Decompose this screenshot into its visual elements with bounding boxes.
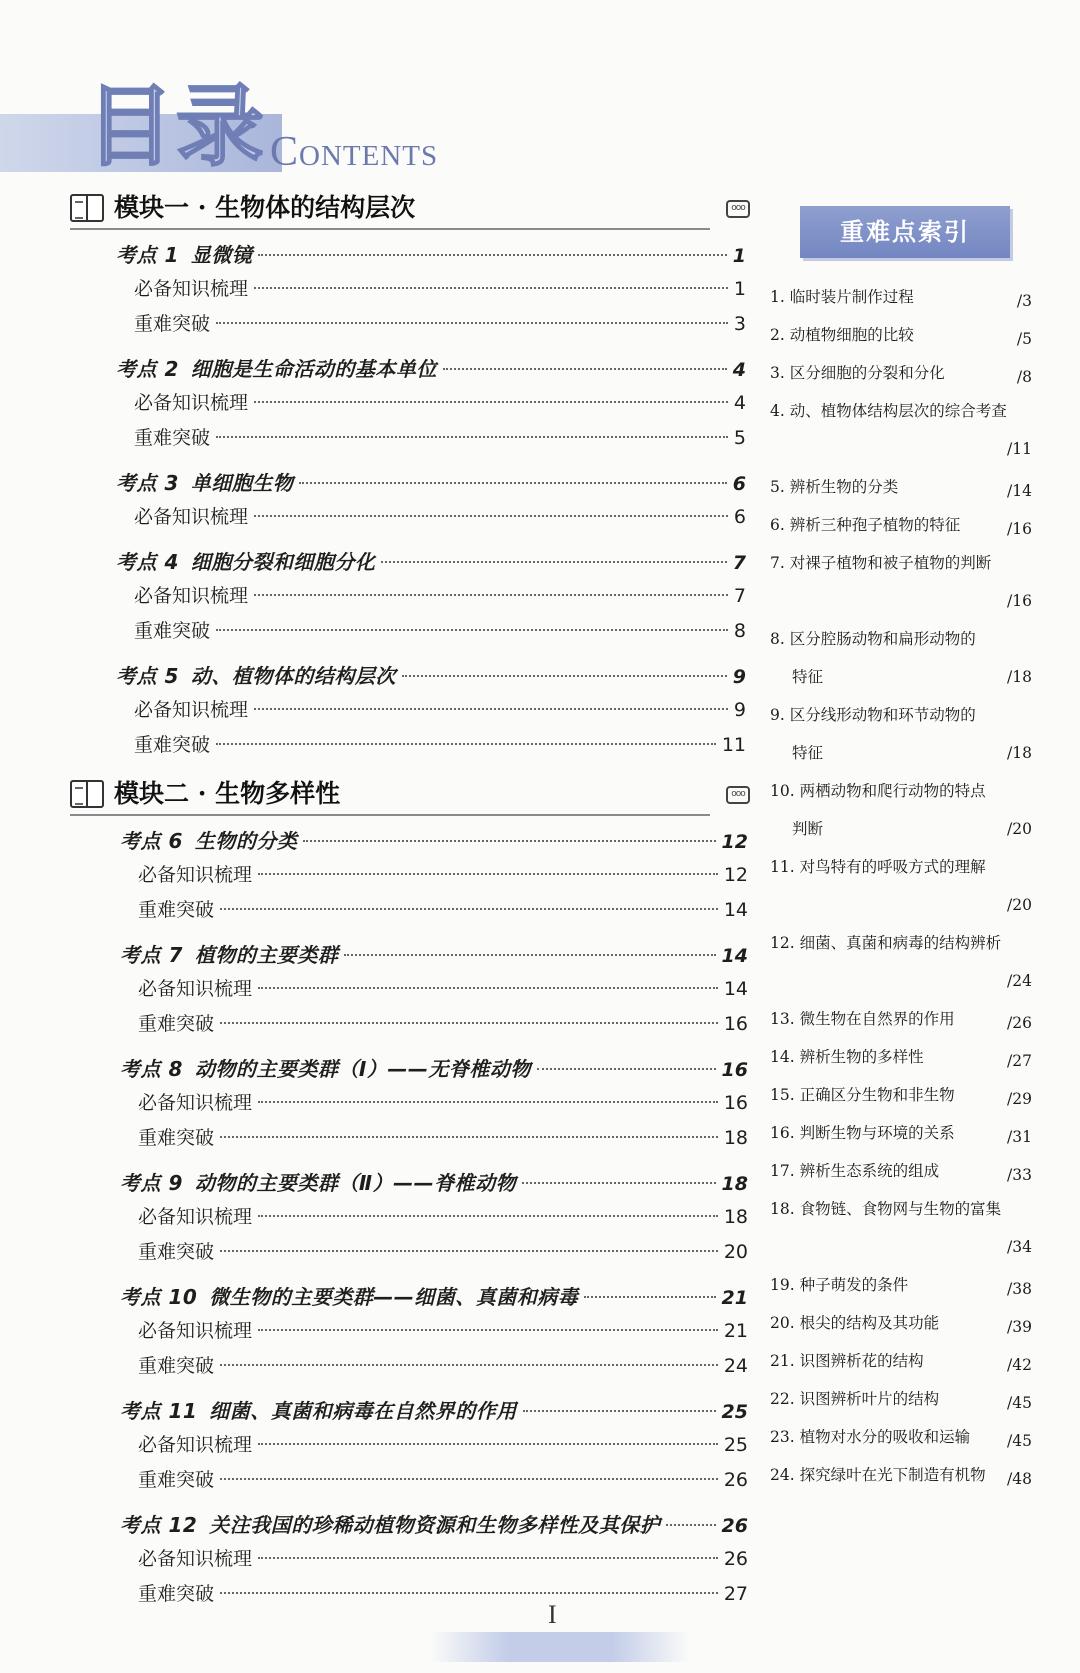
toc-page-number: 9	[733, 699, 746, 721]
toc-subsection-row[interactable]	[138, 895, 748, 925]
toc-page-number: 26	[721, 1515, 748, 1537]
toc-entry-title: 微生物的主要类群——细菌、真菌和病毒	[209, 1285, 579, 1309]
toc-entry-title: 重难突破	[138, 1355, 215, 1377]
index-item-text: 16. 判断生物与环境的关系	[770, 1124, 955, 1142]
leader-dots	[258, 873, 718, 875]
leader-dots	[303, 840, 715, 842]
leader-dots	[254, 287, 728, 289]
toc-section-row[interactable]	[116, 661, 746, 691]
toc-subsection-row[interactable]	[138, 1579, 748, 1609]
leader-dots	[220, 1478, 718, 1480]
book-icon	[70, 194, 104, 222]
index-item[interactable]	[770, 696, 1032, 772]
leader-dots	[216, 322, 728, 324]
toc-subsection-row[interactable]	[138, 1544, 748, 1574]
index-item[interactable]	[770, 392, 1032, 468]
index-item-text: 8. 区分腔肠动物和扁形动物的	[770, 630, 976, 648]
toc-section-row[interactable]	[120, 1282, 748, 1312]
line-spacer	[770, 886, 1032, 924]
section-point-label: 考点 12	[120, 1513, 198, 1537]
line-spacer	[770, 962, 1032, 1000]
toc-subsection-row[interactable]	[138, 1316, 748, 1346]
index-item-page: /24	[1007, 972, 1032, 990]
index-item-page: /42	[1007, 1356, 1032, 1374]
toc-entry-title: 重难突破	[138, 1013, 215, 1035]
divider	[70, 228, 710, 230]
toc-entry-title: 必备知识梳理	[134, 699, 249, 721]
leader-dots	[666, 1524, 715, 1526]
toc-entry-title: 显微镜	[190, 243, 253, 267]
toc-entry-title: 细胞是生命活动的基本单位	[190, 357, 437, 381]
index-item-text: 11. 对鸟特有的呼吸方式的理解	[770, 858, 986, 876]
index-item[interactable]	[770, 1000, 1032, 1038]
toc-page-number: 26	[723, 1548, 748, 1570]
index-item[interactable]	[770, 772, 1032, 848]
toc-subsection-row[interactable]	[134, 423, 746, 453]
index-item-page: /16	[1007, 520, 1032, 538]
toc-page-number: 9	[732, 666, 746, 688]
index-item-text: 2. 动植物细胞的比较	[770, 326, 914, 344]
section-point-label: 考点 3	[116, 471, 179, 495]
toc-page-number: 11	[721, 734, 746, 756]
toc-subsection-row[interactable]	[138, 1465, 748, 1495]
toc-page-number: 14	[721, 945, 748, 967]
index-item[interactable]	[770, 468, 1032, 506]
leader-dots	[254, 708, 728, 710]
toc-entry-title: 细菌、真菌和病毒在自然界的作用	[209, 1399, 517, 1423]
leader-dots	[220, 1364, 718, 1366]
index-item[interactable]	[770, 354, 1032, 392]
leader-dots	[258, 1215, 718, 1217]
toc-entry-title: 动、植物体的结构层次	[190, 664, 396, 688]
index-item-text: 特征	[792, 668, 824, 686]
toc-subsection-row[interactable]	[134, 388, 746, 418]
toc-subsection-row[interactable]	[138, 1202, 748, 1232]
toc-section-row[interactable]	[116, 468, 746, 498]
leader-dots	[258, 1329, 718, 1331]
index-item[interactable]	[770, 1380, 1032, 1418]
toc-page-number: 14	[723, 978, 748, 1000]
leader-dots	[299, 482, 726, 484]
leader-dots	[216, 743, 716, 745]
index-item-page: /33	[1007, 1166, 1032, 1184]
index-item[interactable]	[770, 1038, 1032, 1076]
index-item[interactable]	[770, 1076, 1032, 1114]
toc-entry-title: 必备知识梳理	[138, 1206, 253, 1228]
toc-entry-title: 重难突破	[138, 1469, 215, 1491]
leader-dots	[220, 1136, 718, 1138]
index-item-text: 13. 微生物在自然界的作用	[770, 1010, 955, 1028]
leader-dots	[523, 1410, 716, 1412]
toc-subsection-row[interactable]	[138, 860, 748, 890]
toc-page-number: 1	[733, 278, 746, 300]
index-item-page: /26	[1007, 1014, 1032, 1032]
toc-section-row[interactable]	[120, 1510, 748, 1540]
toc-section-row[interactable]	[120, 1168, 748, 1198]
leader-dots	[443, 368, 727, 370]
toc-subsection-row[interactable]	[134, 502, 746, 532]
toc-page-number: 21	[721, 1287, 748, 1309]
index-item[interactable]	[770, 1114, 1032, 1152]
leader-dots	[537, 1068, 716, 1070]
toc-page-number: 4	[733, 392, 746, 414]
index-item[interactable]	[770, 924, 1032, 1000]
index-item-page: /31	[1007, 1128, 1032, 1146]
toc-page-number: 18	[723, 1127, 748, 1149]
leader-dots	[258, 1101, 718, 1103]
module-header-1	[70, 188, 750, 232]
index-item-page: /39	[1007, 1318, 1032, 1336]
toc-entry-title: 必备知识梳理	[138, 1092, 253, 1114]
toc-page-number: 4	[732, 359, 746, 381]
leader-dots	[522, 1182, 715, 1184]
toc-subsection-row[interactable]	[134, 581, 746, 611]
leader-dots	[254, 401, 728, 403]
toc-subsection-row[interactable]	[138, 1351, 748, 1381]
section-point-label: 考点 10	[120, 1285, 198, 1309]
index-item-text: 22. 识图辨析叶片的结构	[770, 1390, 940, 1408]
index-item-page: /48	[1007, 1470, 1032, 1488]
index-item[interactable]	[770, 1456, 1032, 1494]
toc-page-number: 16	[723, 1013, 748, 1035]
toc-section-row[interactable]	[120, 1054, 748, 1084]
index-heading: 重难点索引	[800, 206, 1010, 258]
section-point-label: 考点 11	[120, 1399, 198, 1423]
toc-entry-title: 重难突破	[134, 313, 211, 335]
toc-page-number: 20	[723, 1241, 748, 1263]
toc-page-number: 5	[733, 427, 746, 449]
toc-entry-title: 单细胞生物	[190, 471, 294, 495]
toc-section-row[interactable]	[116, 354, 746, 384]
module-title: 模块二 · 生物多样性	[114, 779, 341, 808]
index-item-page: /27	[1007, 1052, 1032, 1070]
page-title: 目录	[86, 74, 267, 178]
index-item[interactable]	[770, 620, 1032, 696]
toc-subsection-row[interactable]	[138, 1123, 748, 1153]
index-item[interactable]	[770, 1152, 1032, 1190]
index-item-page: /5	[1016, 330, 1032, 348]
section-point-label: 考点 4	[116, 550, 179, 574]
index-item-text: 12. 细菌、真菌和病毒的结构辨析	[770, 934, 1002, 952]
toc-page-number: 12	[723, 864, 748, 886]
toc-entry-title: 细胞分裂和细胞分化	[190, 550, 376, 574]
toc-entry-title: 必备知识梳理	[134, 278, 249, 300]
line-spacer	[770, 582, 1032, 620]
book-icon	[70, 780, 104, 808]
leader-dots	[258, 1557, 718, 1559]
index-item-text: 9. 区分线形动物和环节动物的	[770, 706, 976, 724]
index-item-text: 19. 种子萌发的条件	[770, 1276, 909, 1294]
section-point-label: 考点 5	[116, 664, 179, 688]
index-item-text: 6. 辨析三种孢子植物的特征	[770, 516, 961, 534]
toc-page-number: 25	[721, 1401, 748, 1423]
index-item-page: /20	[1007, 896, 1032, 914]
section-point-label: 考点 8	[120, 1057, 183, 1081]
toc-entry-title: 动物的主要类群（Ⅱ）——脊椎动物	[194, 1171, 517, 1195]
leader-dots	[258, 987, 718, 989]
index-item-text: 7. 对裸子植物和被子植物的判断	[770, 554, 992, 572]
toc-entry-title: 必备知识梳理	[134, 585, 249, 607]
toc-entry-title: 必备知识梳理	[138, 1320, 253, 1342]
toc-subsection-row[interactable]	[138, 1088, 748, 1118]
toc-page-number: 12	[721, 831, 748, 853]
index-item[interactable]	[770, 544, 1032, 620]
index-item-text: 14. 辨析生物的多样性	[770, 1048, 924, 1066]
toc-entry-title: 关注我国的珍稀动植物资源和生物多样性及其保护	[209, 1513, 661, 1537]
footer-decoration	[430, 1632, 690, 1662]
chat-bubble-icon: ooo	[726, 200, 750, 218]
toc-entry-title: 重难突破	[138, 1583, 215, 1605]
toc-page-number: 26	[723, 1469, 748, 1491]
index-item[interactable]	[770, 848, 1032, 924]
index-item[interactable]	[770, 1190, 1032, 1266]
toc-section-row[interactable]	[116, 547, 746, 577]
index-item-text: 21. 识图辨析花的结构	[770, 1352, 924, 1370]
toc-page-number: 6	[733, 506, 746, 528]
leader-dots	[220, 1592, 718, 1594]
index-item[interactable]	[770, 278, 1032, 316]
index-item-page: /18	[1007, 744, 1032, 762]
index-item-text: 18. 食物链、食物网与生物的富集	[770, 1200, 1002, 1218]
index-item-page: /38	[1007, 1280, 1032, 1298]
toc-entry-title: 重难突破	[134, 427, 211, 449]
toc-page-number: 25	[723, 1434, 748, 1456]
index-item[interactable]	[770, 1418, 1032, 1456]
leader-dots	[220, 1250, 718, 1252]
toc-page-number: 27	[723, 1583, 748, 1605]
section-point-label: 考点 9	[120, 1171, 183, 1195]
leader-dots	[254, 515, 728, 517]
toc-page-number: 6	[732, 473, 746, 495]
section-point-label: 考点 1	[116, 243, 179, 267]
toc-entry-title: 植物的主要类群	[194, 943, 339, 967]
toc-page-number: 7	[732, 552, 746, 574]
leader-dots	[220, 908, 718, 910]
index-item-text: 20. 根尖的结构及其功能	[770, 1314, 940, 1332]
index-item-page: /18	[1007, 668, 1032, 686]
toc-section-row[interactable]	[116, 240, 746, 270]
index-item[interactable]	[770, 1304, 1032, 1342]
toc-subsection-row[interactable]	[134, 616, 746, 646]
index-item[interactable]	[770, 1342, 1032, 1380]
toc-entry-title: 必备知识梳理	[134, 506, 249, 528]
section-point-label: 考点 2	[116, 357, 179, 381]
toc-entry-title: 必备知识梳理	[138, 978, 253, 1000]
toc-page-number: 14	[723, 899, 748, 921]
leader-dots	[220, 1022, 718, 1024]
index-item-text: 15. 正确区分生物和非生物	[770, 1086, 955, 1104]
index-item[interactable]	[770, 316, 1032, 354]
line-spacer	[770, 1228, 1032, 1266]
toc-entry-title: 重难突破	[134, 734, 211, 756]
toc-entry-title: 重难突破	[138, 1127, 215, 1149]
index-item-page: /11	[1007, 440, 1032, 458]
index-item-text: 判断	[792, 820, 824, 838]
leader-dots	[258, 1443, 718, 1445]
toc-entry-title: 必备知识梳理	[134, 392, 249, 414]
toc-entry-title: 重难突破	[134, 620, 211, 642]
leader-dots	[381, 561, 726, 563]
toc-subsection-row[interactable]	[138, 974, 748, 1004]
toc-entry-title: 重难突破	[138, 899, 215, 921]
page-subtitle: Contents	[270, 129, 439, 175]
module-title: 模块一 · 生物体的结构层次	[114, 193, 416, 222]
leader-dots	[216, 436, 728, 438]
section-point-label: 考点 7	[120, 943, 183, 967]
page-number: I	[548, 1600, 557, 1629]
module-header-2	[70, 774, 750, 818]
toc-page-number: 7	[733, 585, 746, 607]
line-spacer	[770, 430, 1032, 468]
toc-entry-title: 必备知识梳理	[138, 1434, 253, 1456]
index-item-text: 23. 植物对水分的吸收和运输	[770, 1428, 971, 1446]
toc-entry-title: 动物的主要类群（Ⅰ）——无脊椎动物	[194, 1057, 531, 1081]
toc-section-row[interactable]	[120, 826, 748, 856]
index-item-page: /45	[1007, 1394, 1032, 1412]
toc-section-row[interactable]	[120, 1396, 748, 1426]
index-item-text: 特征	[792, 744, 824, 762]
index-item-text: 1. 临时装片制作过程	[770, 288, 914, 306]
toc-entry-title: 必备知识梳理	[138, 1548, 253, 1570]
toc-page-number: 16	[721, 1059, 748, 1081]
toc-page-number: 8	[733, 620, 746, 642]
index-item-page: /45	[1007, 1432, 1032, 1450]
section-point-label: 考点 6	[120, 829, 183, 853]
toc-subsection-row[interactable]	[138, 1237, 748, 1267]
leader-dots	[402, 675, 727, 677]
index-item-text: 5. 辨析生物的分类	[770, 478, 899, 496]
toc-page-number: 3	[733, 313, 746, 335]
divider	[70, 814, 710, 816]
index-item[interactable]	[770, 1266, 1032, 1304]
toc-page-number: 18	[721, 1173, 748, 1195]
toc-subsection-row[interactable]	[134, 309, 746, 339]
toc-page-number: 16	[723, 1092, 748, 1114]
toc-subsection-row[interactable]	[138, 1009, 748, 1039]
toc-entry-title: 生物的分类	[194, 829, 298, 853]
index-item-page: /16	[1007, 592, 1032, 610]
toc-entry-title: 必备知识梳理	[138, 864, 253, 886]
index-item-page: /14	[1007, 482, 1032, 500]
toc-subsection-row[interactable]	[134, 695, 746, 725]
index-item-text: 10. 两栖动物和爬行动物的特点	[770, 782, 986, 800]
index-item-text: 4. 动、植物体结构层次的综合考查	[770, 402, 1007, 420]
index-item-page: /20	[1007, 820, 1032, 838]
index-item-page: /34	[1007, 1238, 1032, 1256]
leader-dots	[254, 594, 728, 596]
index-item-text: 17. 辨析生态系统的组成	[770, 1162, 940, 1180]
index-item[interactable]	[770, 506, 1032, 544]
index-item-text: 3. 区分细胞的分裂和分化	[770, 364, 945, 382]
toc-subsection-row[interactable]	[134, 730, 746, 760]
toc-page-number: 24	[723, 1355, 748, 1377]
leader-dots	[216, 629, 728, 631]
toc-subsection-row[interactable]	[138, 1430, 748, 1460]
chat-bubble-icon: ooo	[726, 786, 750, 804]
toc-page-number: 18	[723, 1206, 748, 1228]
index-item-text: 24. 探究绿叶在光下制造有机物	[770, 1466, 986, 1484]
toc-page-number: 21	[723, 1320, 748, 1342]
toc-subsection-row[interactable]	[134, 274, 746, 304]
toc-entry-title: 重难突破	[138, 1241, 215, 1263]
leader-dots	[344, 954, 715, 956]
leader-dots	[258, 254, 726, 256]
toc-section-row[interactable]	[120, 940, 748, 970]
leader-dots	[584, 1296, 715, 1298]
index-item-page: /8	[1016, 368, 1032, 386]
index-item-page: /3	[1016, 292, 1032, 310]
toc-page-number: 1	[732, 245, 746, 267]
index-item-page: /29	[1007, 1090, 1032, 1108]
